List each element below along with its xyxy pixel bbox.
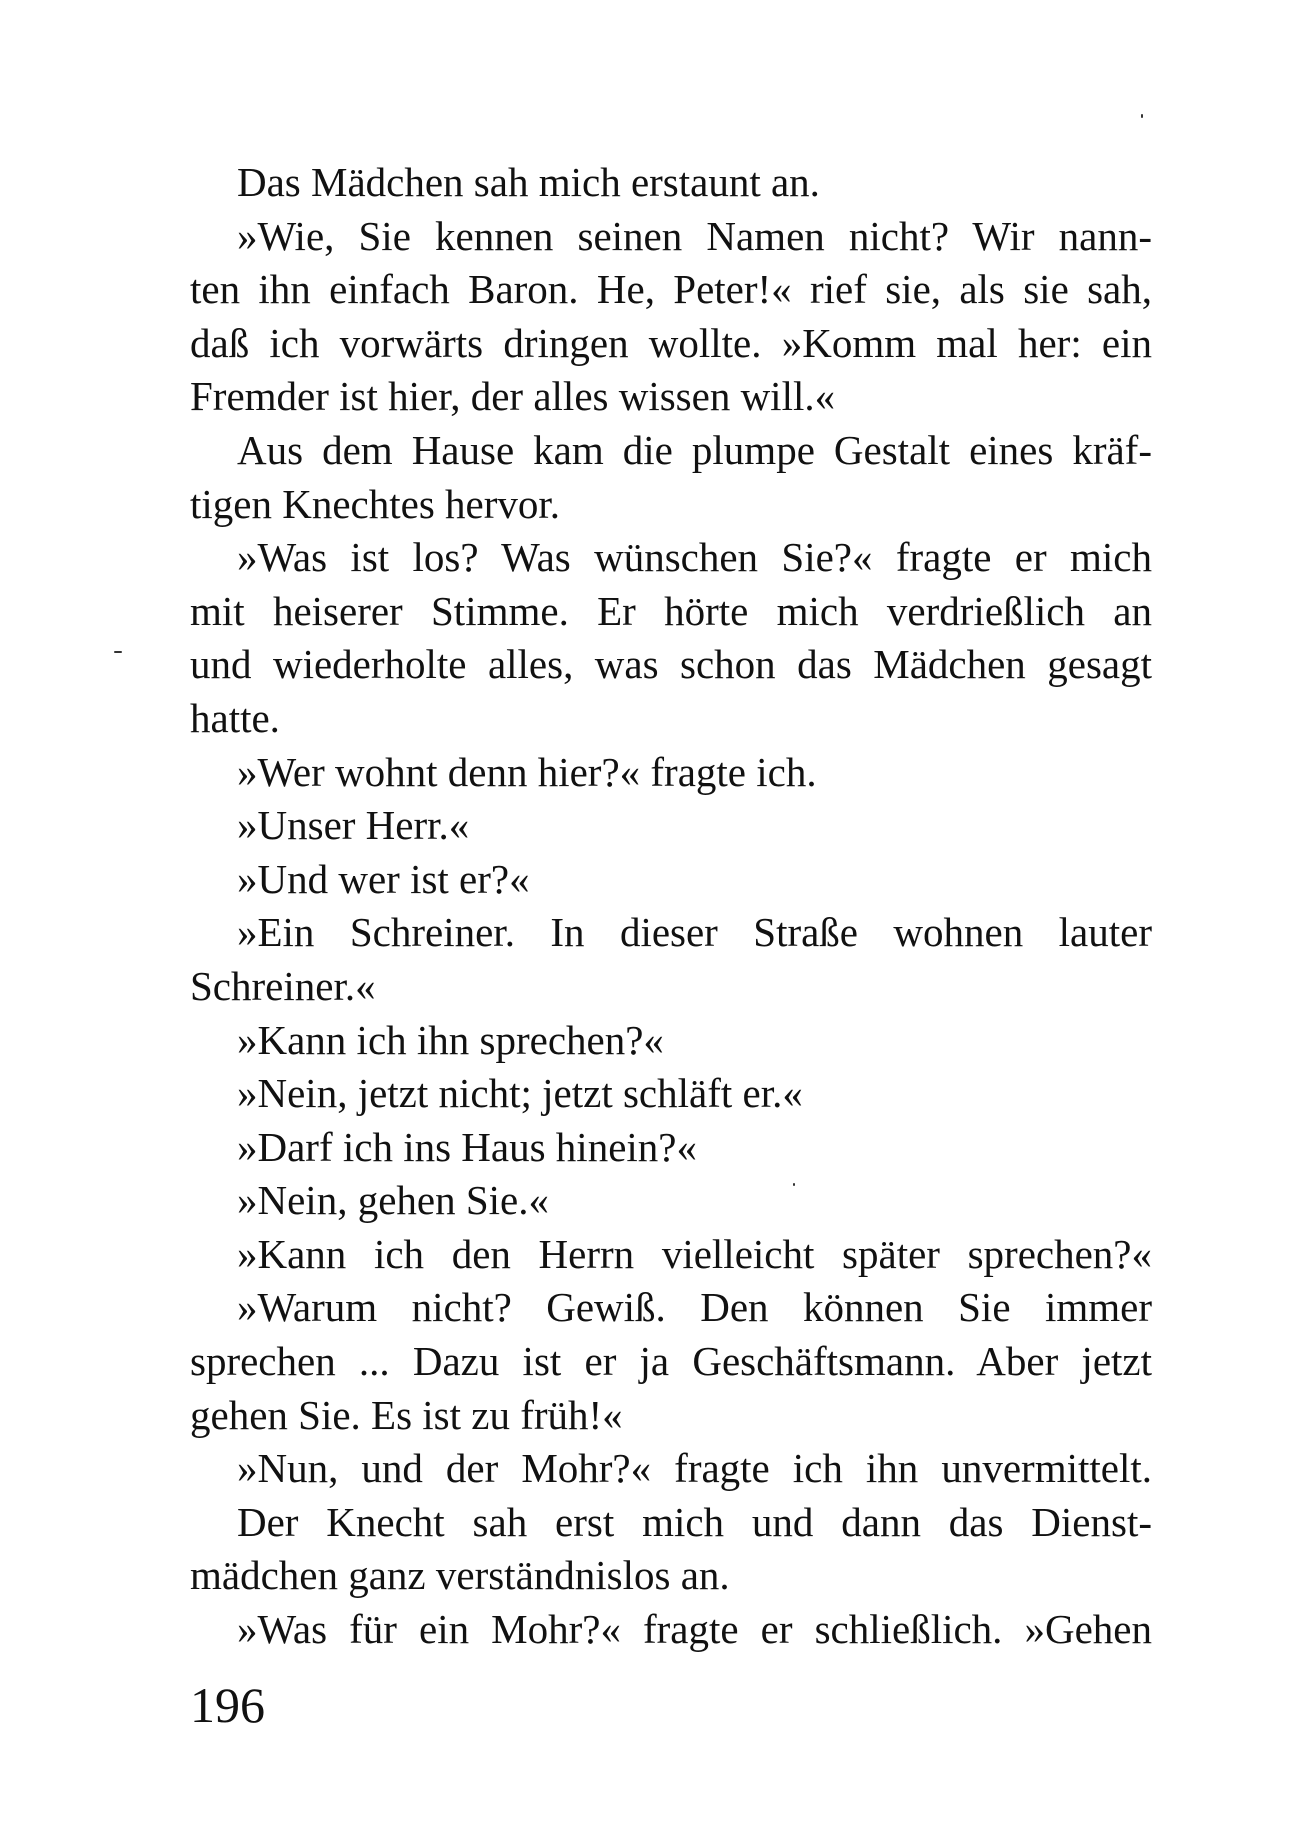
text-line: Fremder ist hier, der alles wissen will.« xyxy=(190,373,836,420)
text-line: tigen Knechtes hervor. xyxy=(190,480,561,527)
text-line: »Wie, Sie kennen seinen Namen nicht? Wir nann- xyxy=(237,212,1152,259)
text-line: Der Knecht sah erst mich und dann das Dienst- xyxy=(237,1498,1152,1545)
text-line: »Nein, jetzt nicht; jetzt schläft er.« xyxy=(237,1070,803,1117)
text-line: mädchen ganz verständnislos an. xyxy=(190,1552,730,1599)
page-number: 196 xyxy=(190,1677,265,1733)
print-speck xyxy=(1141,114,1143,118)
text-line: »Nein, gehen Sie.« xyxy=(237,1177,549,1224)
text-line: »Nun, und der Mohr?« fragte ich ihn unvermittelt. xyxy=(237,1445,1152,1492)
text-line: daß ich vorwärts dringen wollte. »Komm mal her: ein xyxy=(190,319,1152,366)
text-line: »Warum nicht? Gewiß. Den können Sie immer xyxy=(237,1284,1152,1331)
text-line: gehen Sie. Es ist zu früh!« xyxy=(190,1391,623,1438)
text-line: Aus dem Hause kam die plumpe Gestalt eines kräf- xyxy=(237,426,1152,473)
text-line: »Ein Schreiner. In dieser Straße wohnen lauter xyxy=(237,909,1152,956)
text-line: »Was ist los? Was wünschen Sie?« fragte er mich xyxy=(237,534,1152,581)
text-line: Das Mädchen sah mich erstaunt an. xyxy=(237,159,820,205)
text-line: »Was für ein Mohr?« fragte er schließlich. »Gehen xyxy=(237,1606,1152,1653)
print-speck xyxy=(114,651,122,653)
text-line: sprechen ... Dazu ist er ja Geschäftsmann. Aber jetzt xyxy=(190,1338,1152,1385)
text-line: »Wer wohnt denn hier?« fragte ich. xyxy=(237,748,817,795)
print-speck xyxy=(793,1183,795,1186)
text-line: ten ihn einfach Baron. He, Peter!« rief sie, als sie sah, xyxy=(190,266,1152,313)
text-line: hatte. xyxy=(190,694,280,741)
text-line: »Kann ich ihn sprechen?« xyxy=(237,1016,664,1063)
text-line: »Unser Herr.« xyxy=(237,802,470,849)
text-line: Schreiner.« xyxy=(190,962,376,1009)
text-line: und wiederholte alles, was schon das Mädchen gesagt xyxy=(190,641,1152,688)
text-line: »Und wer ist er?« xyxy=(237,855,530,902)
text-line: »Darf ich ins Haus hinein?« xyxy=(237,1123,697,1170)
text-line: »Kann ich den Herrn vielleicht später sprechen?« xyxy=(237,1230,1152,1277)
body-text xyxy=(190,156,1152,1657)
text-line: mit heiserer Stimme. Er hörte mich verdrießlich an xyxy=(190,587,1152,634)
